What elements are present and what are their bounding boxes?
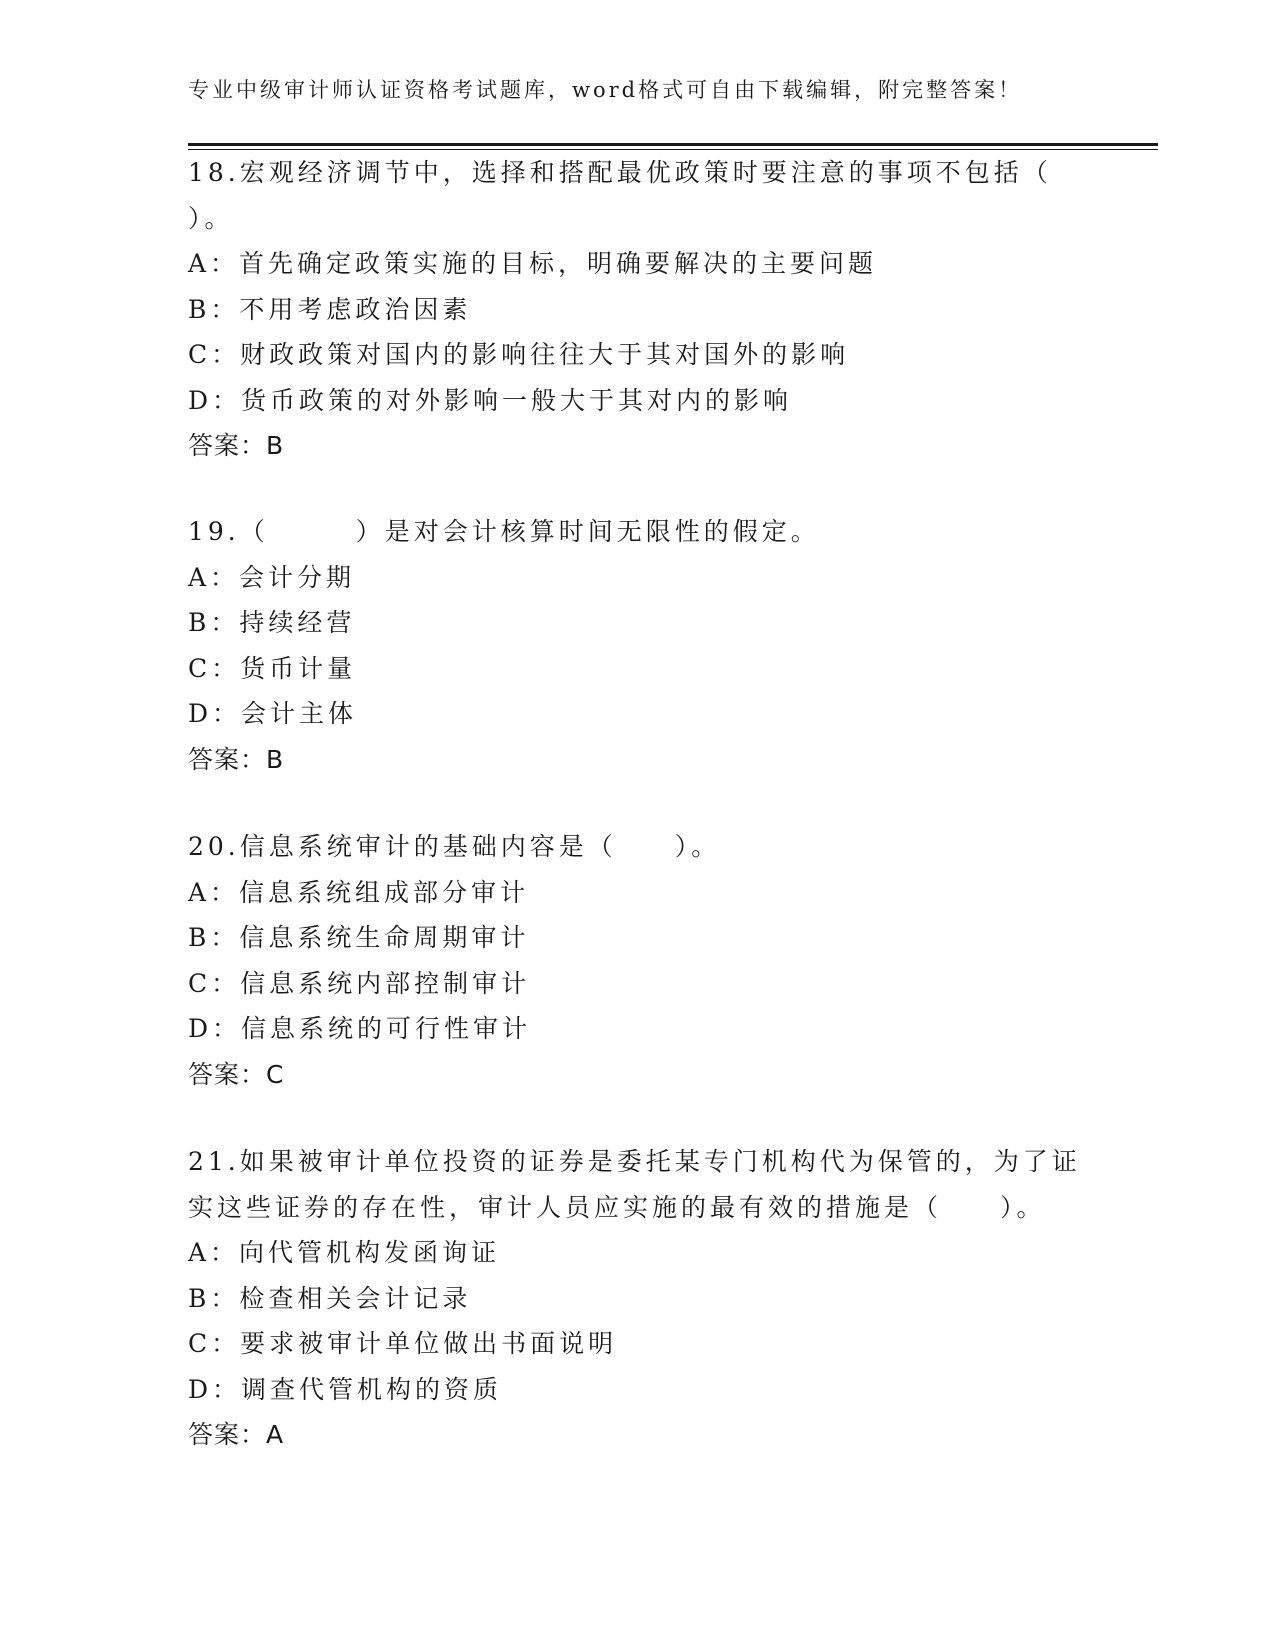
question-stem-line: 18.宏观经济调节中，选择和搭配最优政策时要注意的事项不包括（	[188, 158, 1052, 187]
option-a: A：会计分期	[188, 562, 356, 592]
question-stem-line: ）。	[188, 203, 234, 233]
answer-line: 答案：B	[188, 431, 285, 460]
answer-line: 答案：A	[188, 1420, 285, 1449]
option-b: B：持续经营	[188, 608, 356, 637]
option-a: A：首先确定政策实施的目标，明确要解决的主要问题	[188, 249, 878, 278]
option-c: C：货币计量	[188, 653, 357, 683]
question-19	[188, 509, 1088, 782]
answer-line: 答案：B	[188, 744, 285, 774]
option-c: C：信息系统内部控制审计	[188, 968, 531, 998]
option-a: A：信息系统组成部分审计	[188, 877, 530, 907]
option-c: C：财政政策对国内的影响往往大于其对国外的影响	[188, 340, 850, 369]
option-d: D：会计主体	[188, 699, 358, 728]
question-stem-line: 19.（ ）是对会计核算时间无限性的假定。	[188, 517, 820, 546]
page-header-text: 专业中级审计师认证资格考试题库，word格式可自由下载编辑，附完整答案！	[188, 78, 1023, 102]
option-b: B：不用考虑政治因素	[188, 294, 472, 324]
answer-line: 答案：C	[188, 1059, 285, 1089]
option-c: C：要求被审计单位做出书面说明	[188, 1329, 618, 1358]
question-stem-line: 实这些证券的存在性，审计人员应实施的最有效的措施是（ ）。	[188, 1192, 1046, 1222]
header-divider-thick	[188, 143, 1158, 146]
question-21	[188, 1139, 1088, 1458]
option-b: B：信息系统生命周期审计	[188, 923, 530, 952]
option-d: D：货币政策的对外影响一般大于其对内的影响	[188, 385, 793, 415]
option-d: D：信息系统的可行性审计	[188, 1014, 532, 1043]
option-d: D：调查代管机构的资质	[188, 1374, 503, 1404]
question-stem-line: 20.信息系统审计的基础内容是（ ）。	[188, 832, 721, 861]
question-18	[188, 150, 1088, 469]
option-b: B：检查相关会计记录	[188, 1283, 472, 1313]
question-20	[188, 824, 1088, 1097]
option-a: A：向代管机构发函询证	[188, 1238, 501, 1267]
question-stem-line: 21.如果被审计单位投资的证券是委托某专门机构代为保管的，为了证	[188, 1147, 1081, 1176]
